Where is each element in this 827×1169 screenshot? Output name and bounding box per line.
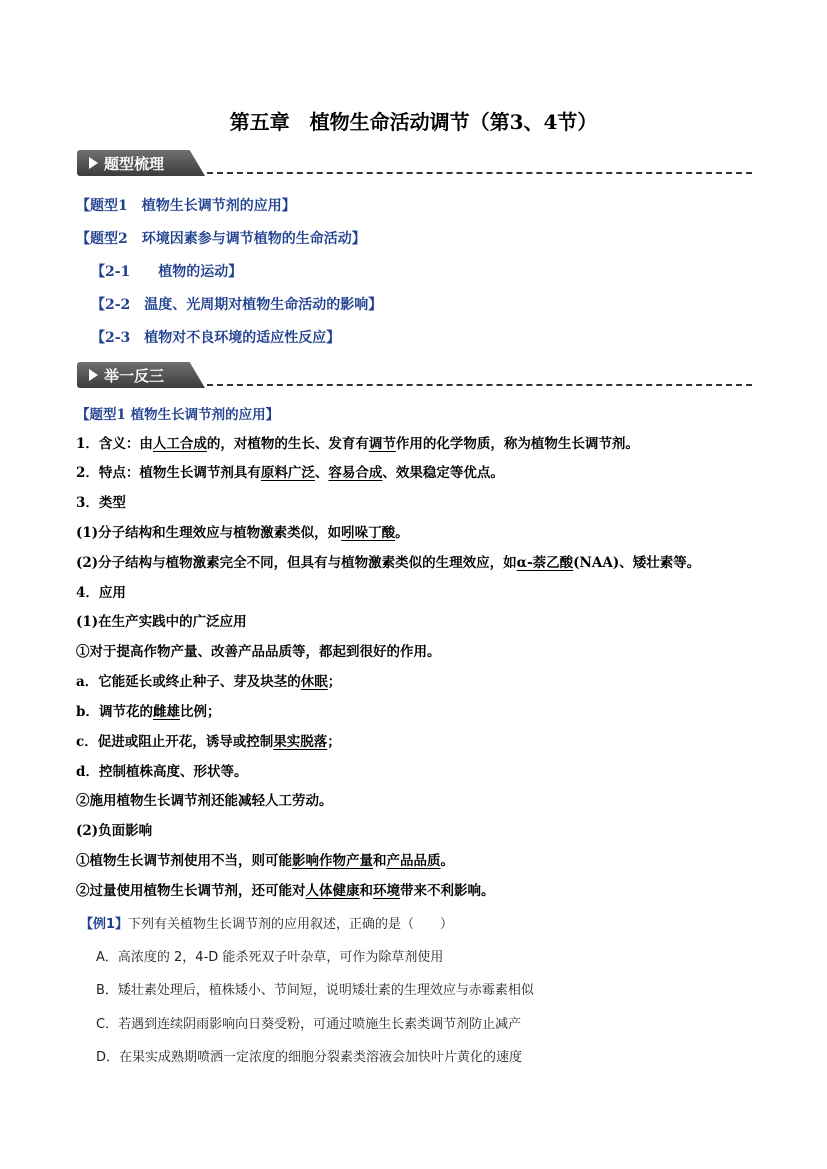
negative-heading: (2)负面影响 (76, 823, 153, 839)
outline-banner (77, 150, 752, 182)
option-b[interactable]: B．矮壮素处理后，植株矮小、节间短，说明矮壮素的生理效应与赤霉素相似 (96, 983, 534, 998)
application-point-1: ①对于提高作物产量、改善产品品质等，都起到很好的作用。 (76, 644, 441, 660)
features-line: 2．特点：植物生长调节剂具有原料广泛、容易合成、效果稳定等优点。 (76, 465, 504, 481)
toc-item-2-3[interactable]: 【2-3 植物对不良环境的适应性反应】 (91, 330, 341, 346)
play-icon (89, 369, 98, 381)
toc-item-1[interactable]: 【题型1 植物生长调节剂的应用】 (76, 198, 296, 214)
application-point-2: ②施用植物生长调节剂还能减轻人工劳动。 (76, 793, 333, 809)
example-tag: 【例1】 (80, 917, 129, 932)
dashed-divider (207, 172, 752, 174)
toc-item-2-1[interactable]: 【2-1 植物的运动】 (91, 264, 243, 280)
toc-item-2-2[interactable]: 【2-2 温度、光周期对植物生命活动的影响】 (91, 297, 383, 313)
application-heading: 4．应用 (76, 585, 126, 601)
examples-banner (77, 362, 752, 394)
dashed-divider (207, 384, 752, 386)
type-1-line: (1)分子结构和生理效应与植物激素类似，如吲哚丁酸。 (76, 525, 409, 541)
banner-label: 题型梳理 (104, 155, 165, 173)
play-icon (89, 157, 98, 169)
example-stem: 【例1】下列有关植物生长调节剂的应用叙述，正确的是（ ） (80, 917, 454, 932)
types-heading: 3．类型 (76, 495, 126, 511)
option-d[interactable]: D．在果实成熟期喷洒一定浓度的细胞分裂素类溶液会加快叶片黄化的速度 (96, 1050, 523, 1065)
option-a[interactable]: A．高浓度的 2，4-D 能杀死双子叶杂草，可作为除草剂使用 (96, 950, 444, 965)
page-title: 第五章 植物生命活动调节（第3、4节） (229, 110, 598, 134)
application-c: c．促进或阻止开花，诱导或控制果实脱落； (76, 734, 341, 750)
section-heading: 【题型1 植物生长调节剂的应用】 (76, 407, 280, 423)
negative-point-2: ②过量使用植物生长调节剂，还可能对人体健康和环境带来不利影响。 (76, 883, 495, 899)
option-c[interactable]: C．若遇到连续阴雨影响向日葵受粉，可通过喷施生长素类调节剂防止减产 (96, 1017, 522, 1032)
application-a: a．它能延长或终止种子、芽及块茎的休眠； (76, 674, 342, 690)
toc-item-2[interactable]: 【题型2 环境因素参与调节植物的生命活动】 (76, 231, 366, 247)
type-2-line: (2)分子结构与植物激素完全不同，但具有与植物激素类似的生理效应，如α-萘乙酸(NAA)、矮壮素等。 (76, 555, 701, 571)
application-d: d．控制植株高度、形状等。 (76, 764, 248, 780)
application-1-heading: (1)在生产实践中的广泛应用 (76, 614, 247, 630)
definition-line: 1．含义：由人工合成的，对植物的生长、发育有调节作用的化学物质，称为植物生长调节剂。 (76, 436, 639, 452)
application-b: b．调节花的雌雄比例； (76, 704, 221, 720)
banner-label: 举一反三 (104, 367, 165, 385)
negative-point-1: ①植物生长调节剂使用不当，则可能影响作物产量和产品品质。 (76, 853, 454, 869)
